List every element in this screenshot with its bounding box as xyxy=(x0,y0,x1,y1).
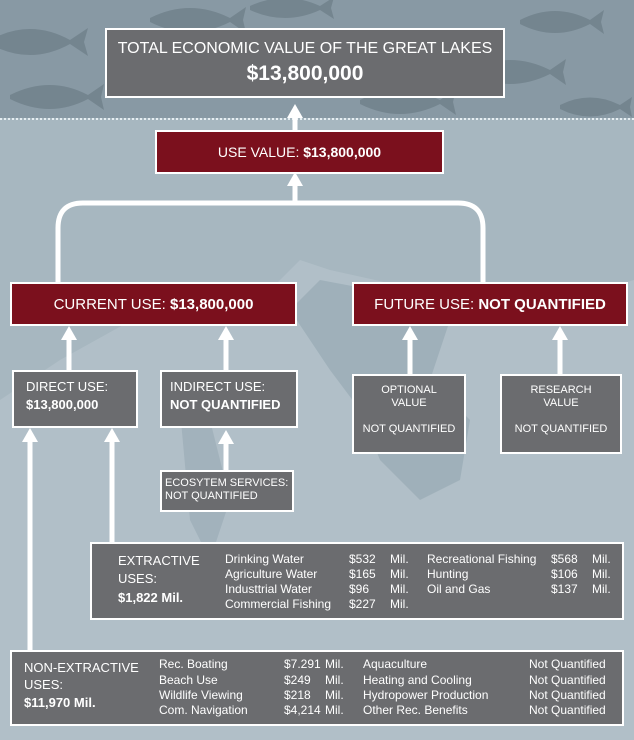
current-use-amount: $13,800,000 xyxy=(170,295,254,313)
research-value-amount: NOT QUANTIFIED xyxy=(514,423,608,435)
extractive-item-name: Commercial Fishing xyxy=(225,597,332,611)
non-extractive-item-name: Beach Use xyxy=(159,673,218,687)
extractive-item-name: Recreational Fishing xyxy=(427,552,537,566)
non-extractive-item-name: Wildlife Viewing xyxy=(159,688,243,702)
direct-use-box xyxy=(12,370,138,428)
future-use-box xyxy=(352,282,628,326)
research-value-box xyxy=(500,374,622,454)
extractive-item-unit: Mil. xyxy=(592,552,611,566)
optional-value-box xyxy=(352,374,466,454)
research-value-label-1: RESEARCH xyxy=(530,384,592,396)
current-use-label: CURRENT USE: xyxy=(53,295,166,313)
extractive-item-unit: Mil. xyxy=(390,582,409,596)
extractive-item-amount: $227 xyxy=(349,597,376,611)
use-value-box xyxy=(155,130,444,174)
non-extractive-item-amount: $4,214 xyxy=(284,703,321,717)
extractive-item-name: Agriculture Water xyxy=(225,567,318,581)
direct-use-label: DIRECT USE: xyxy=(26,379,109,394)
current-use-box xyxy=(10,282,297,326)
non-extractive-item-amount: $218 xyxy=(284,688,311,702)
use-value-amount: $13,800,000 xyxy=(303,144,382,160)
non-extractive-item-unit: Mil. xyxy=(325,688,344,702)
direct-use-amount: $13,800,000 xyxy=(26,397,99,412)
non-extractive-item-name: Other Rec. Benefits xyxy=(363,703,468,717)
extractive-item-amount: $96 xyxy=(349,582,370,596)
use-value-label: USE VALUE: xyxy=(217,144,300,160)
extractive-item-amount: $106 xyxy=(551,567,578,581)
future-use-amount: NOT QUANTIFIED xyxy=(478,295,606,313)
non-extractive-item-unit: Mil. xyxy=(325,703,344,717)
non-extractive-item-value: Not Quantified xyxy=(529,673,606,687)
extractive-item-amount: $568 xyxy=(551,552,578,566)
extractive-item-amount: $532 xyxy=(349,552,376,566)
non-extractive-item-name: Hydropower Production xyxy=(363,688,489,702)
non-extractive-uses-box xyxy=(10,650,624,726)
extractive-item-name: Hunting xyxy=(427,567,469,581)
indirect-use-label: INDIRECT USE: xyxy=(170,379,266,394)
optional-value-label-2: VALUE xyxy=(391,397,427,409)
non-extractive-item-amount: $7.291 xyxy=(284,657,321,671)
extractive-item-unit: Mil. xyxy=(592,582,611,596)
non-extractive-item-name: Heating and Cooling xyxy=(363,673,472,687)
optional-value-amount: NOT QUANTIFIED xyxy=(362,423,456,435)
extractive-item-unit: Mil. xyxy=(390,552,409,566)
non-extractive-item-unit: Mil. xyxy=(325,657,344,671)
indirect-use-box xyxy=(160,370,298,428)
future-use-label: FUTURE USE: xyxy=(374,295,475,313)
non-extractive-item-amount: $249 xyxy=(284,673,311,687)
extractive-item-amount: $165 xyxy=(349,567,376,581)
optional-value-label-1: OPTIONAL xyxy=(381,384,437,396)
non-extractive-item-value: Not Quantified xyxy=(529,657,606,671)
extractive-label-1: EXTRACTIVE xyxy=(118,553,200,568)
ecosystem-value: NOT QUANTIFIED xyxy=(165,490,258,502)
extractive-label-2: USES: xyxy=(118,571,158,586)
non-extractive-item-name: Rec. Boating xyxy=(159,657,228,671)
extractive-item-name: Drinking Water xyxy=(225,552,304,566)
extractive-item-unit: Mil. xyxy=(390,567,409,581)
non-extractive-total: $11,970 Mil. xyxy=(24,695,96,710)
non-extractive-item-name: Com. Navigation xyxy=(159,703,248,717)
non-extractive-label-2: USES: xyxy=(24,677,64,692)
ecosystem-services-box xyxy=(160,470,294,512)
ecosystem-label: ECOSYTEM SERVICES: xyxy=(165,477,289,489)
extractive-item-name: Oil and Gas xyxy=(427,582,491,596)
non-extractive-item-value: Not Quantified xyxy=(529,703,606,717)
research-value-label-2: VALUE xyxy=(543,397,579,409)
non-extractive-item-value: Not Quantified xyxy=(529,688,606,702)
total-value: $13,800,000 xyxy=(246,62,364,85)
extractive-item-name: Industtrial Water xyxy=(225,582,312,596)
extractive-item-unit: Mil. xyxy=(592,567,611,581)
non-extractive-label-1: NON-EXTRACTIVE xyxy=(24,660,139,675)
total-title: TOTAL ECONOMIC VALUE OF THE GREAT LAKES xyxy=(117,40,493,57)
extractive-item-amount: $137 xyxy=(551,582,578,596)
total-economic-value-box xyxy=(105,28,505,98)
extractive-item-unit: Mil. xyxy=(390,597,409,611)
extractive-uses-box xyxy=(90,542,624,620)
extractive-total: $1,822 Mil. xyxy=(118,590,184,605)
non-extractive-item-name: Aquaculture xyxy=(363,657,428,671)
non-extractive-item-unit: Mil. xyxy=(325,673,344,687)
indirect-use-amount: NOT QUANTIFIED xyxy=(170,397,281,412)
